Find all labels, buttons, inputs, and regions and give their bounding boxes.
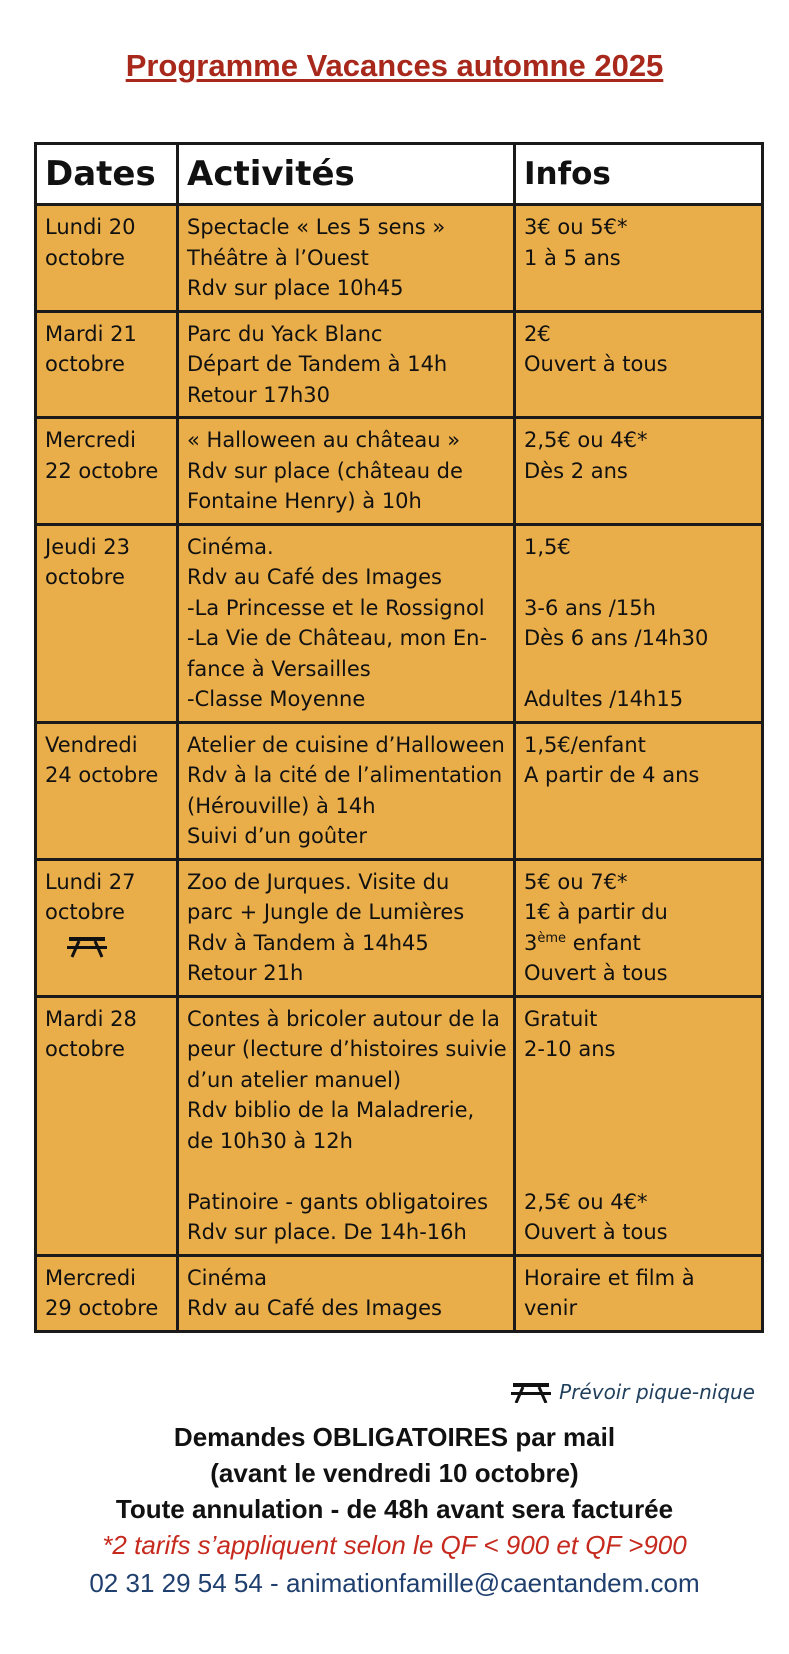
cell-line: 2-10 ans	[524, 1037, 616, 1061]
cell-line: Mercredi	[45, 428, 137, 452]
cell-line: Lundi 20	[45, 215, 136, 239]
cell-line: octobre	[45, 352, 125, 376]
cell-line: octobre	[45, 565, 125, 589]
cell-activity	[178, 524, 515, 722]
cell-line: Rdv sur place (château de	[187, 458, 463, 483]
cell-activity	[178, 311, 515, 418]
legend	[511, 1380, 755, 1404]
cell-date	[36, 722, 178, 859]
cell-line: 22 octobre	[45, 458, 159, 483]
cell-line: Spectacle « Les 5 sens »	[187, 215, 446, 239]
table-row	[36, 722, 763, 859]
cell-line: -La Vie de Château, mon En-	[187, 626, 488, 650]
cell-line: Dès 6 ans /14h30	[524, 626, 709, 650]
cell-line: A partir de 4 ans	[524, 763, 700, 787]
picnic-table-icon	[67, 934, 107, 958]
cell-line: Horaire et film à	[524, 1265, 695, 1290]
cell-info	[515, 1255, 763, 1331]
cell-line: Ouvert à tous	[524, 352, 668, 376]
table-row	[36, 311, 763, 418]
cell-info	[515, 722, 763, 859]
cell-line: Mardi 28	[45, 1006, 137, 1031]
cell-line: Théâtre à l’Ouest	[187, 245, 369, 270]
cell-line: 5€ ou 7€*	[524, 869, 628, 894]
cell-line: Départ de Tandem à 14h	[187, 352, 448, 376]
footer-line-2: (avant le vendredi 10 octobre)	[210, 1458, 579, 1488]
table-row	[36, 205, 763, 312]
cell-line: Ouvert à tous	[524, 961, 668, 985]
cell-info	[515, 311, 763, 418]
cell-date	[36, 205, 178, 312]
cell-date	[36, 311, 178, 418]
cell-line: Cinéma	[187, 1265, 268, 1290]
footer-contact: 02 31 29 54 54 - animationfamille@caentandem.com	[89, 1568, 700, 1598]
cell-activity	[178, 996, 515, 1255]
cell-line: Gratuit	[524, 1006, 598, 1031]
cell-line: 29 octobre	[45, 1296, 159, 1320]
cell-line: Rdv biblio de la Maladrerie,	[187, 1098, 475, 1122]
cell-line: d’un atelier manuel)	[187, 1067, 402, 1092]
table-row	[36, 859, 763, 996]
cell-line: Rdv au Café des Images	[187, 1296, 442, 1320]
cell-line	[524, 562, 753, 593]
cell-line: (Hérouville) à 14h	[187, 793, 376, 818]
cell-line: Rdv à la cité de l’alimentation	[187, 763, 503, 787]
cell-line: Rdv sur place. De 14h-16h	[187, 1220, 467, 1244]
cell-line: Dès 2 ans	[524, 458, 628, 483]
cell-line: 3€ ou 5€*	[524, 215, 628, 239]
cell-line: Patinoire - gants obligatoires	[187, 1189, 489, 1214]
cell-line: Lundi 27	[45, 869, 136, 894]
cell-line: octobre	[45, 1037, 125, 1061]
cell-activity	[178, 205, 515, 312]
cell-line: Parc du Yack Blanc	[187, 321, 383, 346]
program-table	[34, 142, 764, 1333]
cell-line	[524, 654, 753, 685]
cell-line: Zoo de Jurques. Visite du	[187, 869, 450, 894]
cell-date	[36, 996, 178, 1255]
cell-info	[515, 859, 763, 996]
cell-line: -Classe Moyenne	[187, 687, 366, 711]
cell-line	[524, 1156, 753, 1187]
header-dates: Dates	[36, 144, 178, 205]
cell-info	[515, 418, 763, 525]
cell-line: « Halloween au château »	[187, 428, 461, 452]
ordinal-rest: enfant	[566, 930, 641, 955]
cell-line	[187, 1156, 505, 1187]
cell-line	[524, 928, 753, 959]
cell-line: 1,5€	[524, 534, 571, 559]
cell-line: Mercredi	[45, 1265, 137, 1290]
cell-line: de 10h30 à 12h	[187, 1128, 353, 1153]
cell-line: Jeudi 23	[45, 534, 130, 559]
cell-line: peur (lecture d’histoires suivie	[187, 1037, 507, 1061]
cell-line: 2€	[524, 321, 551, 346]
table-row	[36, 996, 763, 1255]
cell-line: Retour 17h30	[187, 382, 331, 407]
page-title: Programme Vacances automne 2025	[125, 48, 664, 83]
cell-line	[524, 1095, 753, 1126]
cell-line: Adultes /14h15	[524, 687, 684, 711]
cell-line: Atelier de cuisine d’Halloween	[187, 732, 505, 757]
cell-line: Fontaine Henry) à 10h	[187, 489, 422, 513]
cell-activity	[178, 859, 515, 996]
cell-activity	[178, 722, 515, 859]
table-row	[36, 524, 763, 722]
cell-date	[36, 1255, 178, 1331]
cell-line	[524, 1126, 753, 1157]
header-activites: Activités	[178, 144, 515, 205]
cell-line: Cinéma.	[187, 534, 274, 559]
cell-line: fance à Versailles	[187, 656, 371, 681]
cell-activity	[178, 1255, 515, 1331]
cell-line	[524, 1065, 753, 1096]
cell-info	[515, 205, 763, 312]
cell-line: Contes à bricoler autour de la	[187, 1006, 500, 1031]
cell-line: -La Princesse et le Rossignol	[187, 595, 485, 620]
cell-line: parc + Jungle de Lumières	[187, 900, 465, 924]
cell-line: Mardi 21	[45, 321, 137, 346]
cell-activity	[178, 418, 515, 525]
picnic-table-icon	[511, 1381, 551, 1403]
footer-tarif-note: *2 tarifs s’appliquent selon le QF < 900 et QF >900	[102, 1530, 687, 1560]
cell-line: 1,5€/enfant	[524, 732, 646, 757]
footer-line-3: Toute annulation - de 48h avant sera facturée	[115, 1494, 674, 1524]
cell-date	[36, 418, 178, 525]
cell-line: 1€ à partir du	[524, 900, 668, 924]
ordinal-suffix: ème	[537, 930, 567, 946]
cell-line: venir	[524, 1296, 578, 1320]
cell-info	[515, 996, 763, 1255]
cell-line: 1 à 5 ans	[524, 245, 621, 270]
cell-line: Ouvert à tous	[524, 1220, 668, 1244]
cell-line: Rdv au Café des Images	[187, 565, 442, 589]
cell-date	[36, 859, 178, 996]
cell-line: Retour 21h	[187, 961, 304, 985]
table-row	[36, 1255, 763, 1331]
cell-line: Rdv à Tandem à 14h45	[187, 930, 429, 955]
cell-info	[515, 524, 763, 722]
cell-line: 2,5€ ou 4€*	[524, 428, 648, 452]
cell-line: 2,5€ ou 4€*	[524, 1189, 648, 1214]
cell-line: octobre	[45, 900, 125, 924]
cell-line: Vendredi	[45, 732, 138, 757]
legend-text: Prévoir pique-nique	[559, 1380, 755, 1404]
header-infos: Infos	[515, 144, 763, 205]
cell-line: Suivi d’un goûter	[187, 824, 367, 848]
table-row	[36, 418, 763, 525]
footer-line-1: Demandes OBLIGATOIRES par mail	[173, 1422, 616, 1452]
cell-line: 24 octobre	[45, 763, 159, 787]
table-header-row	[36, 144, 763, 205]
cell-date	[36, 524, 178, 722]
cell-line: octobre	[45, 245, 125, 270]
ordinal-number: 3	[524, 930, 538, 955]
cell-line: 3-6 ans /15h	[524, 595, 656, 620]
cell-line: Rdv sur place 10h45	[187, 276, 404, 300]
